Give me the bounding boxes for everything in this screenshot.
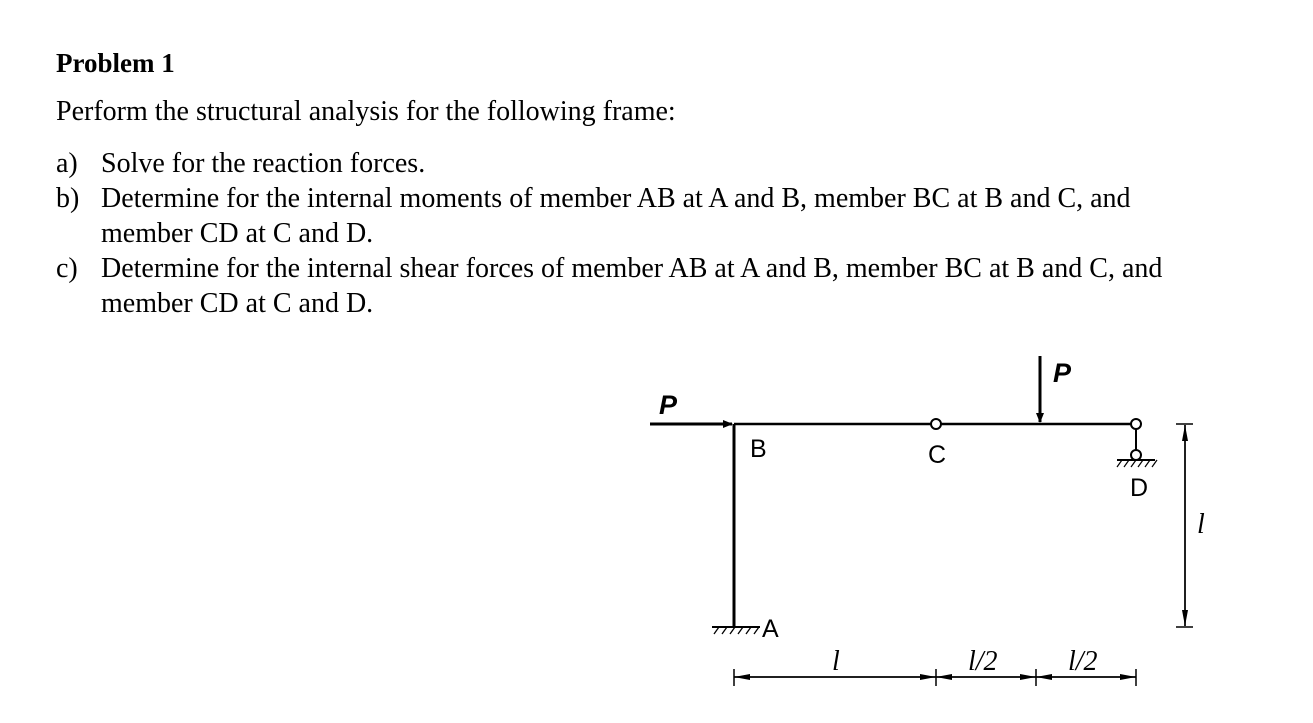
dimension-half-1-label: l/2 xyxy=(968,646,998,677)
joint-b-label: B xyxy=(750,435,767,463)
question-b-line-1: Determine for the internal moments of member AB at A and B, member BC at B and C, and xyxy=(101,183,1131,214)
question-c-label: c) xyxy=(56,253,78,284)
joint-c-label: C xyxy=(928,441,947,469)
fixed-support-a xyxy=(712,627,760,634)
hinge-c xyxy=(931,419,941,429)
pin-support-d xyxy=(1117,419,1157,467)
vertical-dimension xyxy=(1176,424,1193,627)
horizontal-load-label: P xyxy=(659,390,678,420)
question-a-line-1: Solve for the reaction forces. xyxy=(101,148,426,179)
dimension-half-2-label: l/2 xyxy=(1068,646,1098,677)
dimension-height-label: l xyxy=(1197,509,1205,540)
question-b-label: b) xyxy=(56,183,80,214)
vertical-load-label: P xyxy=(1053,358,1072,388)
dimension-ab-span-label: l xyxy=(832,646,840,677)
joint-a-label: A xyxy=(762,615,779,643)
question-c-line-2: member CD at C and D. xyxy=(101,288,374,319)
problem-intro: Perform the structural analysis for the following frame: xyxy=(56,96,676,127)
question-a-label: a) xyxy=(56,148,78,179)
problem-title: Problem 1 xyxy=(56,48,175,78)
question-b-line-2: member CD at C and D. xyxy=(101,218,374,249)
question-c-line-1: Determine for the internal shear forces of member AB at A and B, member BC at B and C, and xyxy=(101,253,1163,284)
joint-d-label: D xyxy=(1130,474,1149,502)
